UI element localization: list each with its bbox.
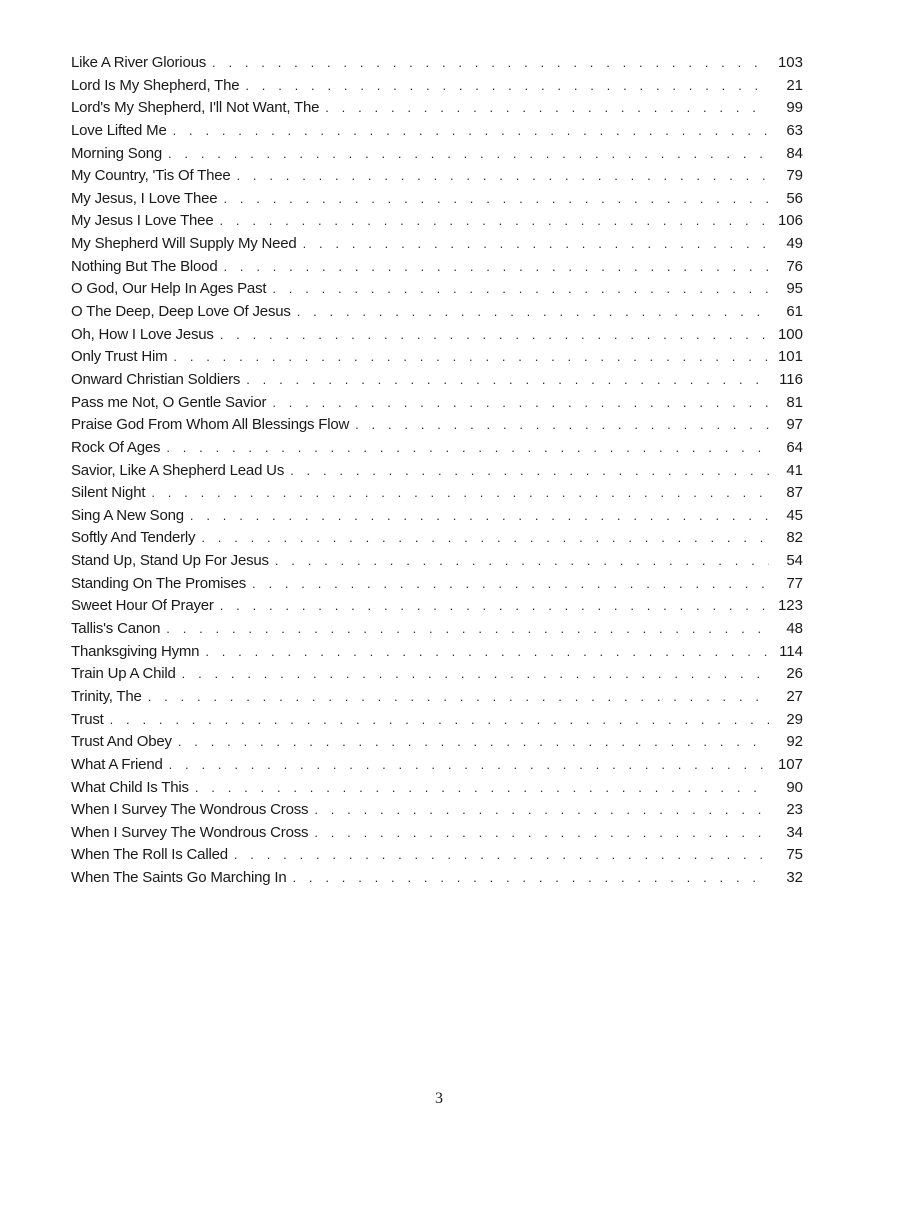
toc-entry-page: 49	[786, 235, 803, 253]
toc-entry-page: 87	[786, 484, 803, 502]
toc-entry	[71, 414, 803, 437]
toc-entry	[71, 52, 803, 75]
toc-entry-page: 27	[786, 687, 803, 705]
dot-leader	[151, 482, 769, 504]
toc-entry-title: Onward Christian Soldiers	[71, 370, 241, 388]
dot-leader	[293, 867, 770, 889]
toc-entry-title: Only Trust Him	[71, 348, 168, 366]
toc-entry-page: 32	[786, 869, 803, 887]
dot-leader	[314, 799, 769, 821]
toc-entry-title: Trust And Obey	[71, 733, 172, 751]
toc-entry	[71, 777, 803, 800]
toc-entry	[71, 573, 803, 596]
toc-entry-page: 26	[786, 665, 803, 683]
toc-entry-page: 84	[786, 144, 803, 162]
dot-leader	[252, 573, 769, 595]
dot-leader	[182, 663, 769, 685]
toc-entry-title: Softly And Tenderly	[71, 529, 196, 547]
dot-leader	[234, 844, 769, 866]
toc-entry-title: When I Survey The Wondrous Cross	[71, 823, 309, 841]
toc-entry-page: 90	[786, 778, 803, 796]
toc-entry-title: Love Lifted Me	[71, 121, 167, 139]
dot-leader	[246, 369, 769, 391]
toc-entry-page: 123	[777, 597, 803, 615]
toc-entry-title: Like A River Glorious	[71, 54, 207, 71]
dot-leader	[355, 414, 769, 436]
dot-leader	[173, 120, 769, 142]
toc-entry	[71, 437, 803, 460]
dot-leader	[314, 822, 769, 844]
toc-entry-page: 106	[777, 212, 803, 230]
toc-entry-title: O The Deep, Deep Love Of Jesus	[71, 303, 291, 321]
toc-entry-title: What A Friend	[71, 755, 163, 773]
toc-entry-page: 95	[786, 280, 803, 298]
toc-entry	[71, 210, 803, 233]
toc-entry-title: O God, Our Help In Ages Past	[71, 280, 267, 298]
toc-entry-title: My Country, 'Tis Of Thee	[71, 167, 231, 185]
dot-leader	[297, 301, 769, 323]
toc-entry-title: Praise God From Whom All Blessings Flow	[71, 416, 350, 434]
toc-entry	[71, 595, 803, 618]
toc-entry-title: Silent Night	[71, 484, 146, 502]
dot-leader	[148, 686, 769, 708]
toc-entry-title: Savior, Like A Shepherd Lead Us	[71, 461, 285, 479]
toc-entry	[71, 822, 803, 845]
toc-entry-title: Morning Song	[71, 144, 162, 162]
toc-entry-page: 75	[786, 846, 803, 864]
dot-leader	[223, 188, 769, 210]
dot-leader	[272, 278, 769, 300]
toc-entry	[71, 97, 803, 120]
toc-entry-page: 56	[786, 189, 803, 207]
toc-entry-page: 48	[786, 620, 803, 638]
toc-entry	[71, 641, 803, 664]
toc-entry-page: 34	[786, 823, 803, 841]
toc-entry-title: Train Up A Child	[71, 665, 176, 683]
toc-entry-page: 81	[786, 393, 803, 411]
toc-entry	[71, 686, 803, 709]
toc-entry-title: My Shepherd Will Supply My Need	[71, 235, 297, 253]
dot-leader	[212, 52, 769, 74]
dot-leader	[166, 437, 769, 459]
dot-leader	[201, 527, 769, 549]
dot-leader	[220, 595, 769, 617]
toc-entry-title: Rock Of Ages	[71, 438, 161, 456]
toc-entry	[71, 369, 803, 392]
dot-leader	[272, 392, 769, 414]
toc-entry-title: Standing On The Promises	[71, 574, 247, 592]
toc-entry-page: 107	[777, 755, 803, 773]
toc-entry-page: 92	[786, 733, 803, 751]
toc-entry	[71, 75, 803, 98]
toc-entry	[71, 754, 803, 777]
toc-entry	[71, 460, 803, 483]
toc-entry	[71, 867, 803, 890]
toc-entry-title: Lord's My Shepherd, I'll Not Want, The	[71, 99, 320, 117]
toc-entry	[71, 392, 803, 415]
toc-entry-title: Trinity, The	[71, 687, 142, 705]
toc-entry-page: 116	[779, 370, 803, 388]
toc-entry-title: When The Saints Go Marching In	[71, 869, 287, 887]
toc-entry	[71, 844, 803, 867]
dot-leader	[245, 75, 769, 97]
toc-entry	[71, 278, 803, 301]
toc-entry-page: 100	[777, 325, 803, 343]
toc-entry	[71, 324, 803, 347]
toc-entry-title: Tallis's Canon	[71, 620, 161, 638]
toc-entry	[71, 663, 803, 686]
toc-entry-title: Stand Up, Stand Up For Jesus	[71, 552, 269, 570]
toc-entry-page: 41	[786, 461, 803, 479]
toc-entry	[71, 709, 803, 732]
dot-leader	[205, 641, 769, 663]
toc-entry-title: When I Survey The Wondrous Cross	[71, 801, 309, 819]
toc-entry-page: 45	[786, 506, 803, 524]
toc-entry-page: 114	[779, 642, 803, 660]
toc-entry-title: Trust	[71, 710, 104, 728]
toc-entry-page: 77	[786, 574, 803, 592]
dot-leader	[173, 346, 769, 368]
toc-entry	[71, 618, 803, 641]
toc-entry	[71, 120, 803, 143]
toc-entry-page: 79	[786, 167, 803, 185]
dot-leader	[220, 324, 769, 346]
toc-entry-title: My Jesus I Love Thee	[71, 212, 214, 230]
toc-entry	[71, 346, 803, 369]
toc-entry-page: 103	[777, 54, 803, 71]
toc-entry	[71, 799, 803, 822]
toc-entry-page: 76	[786, 257, 803, 275]
toc-entry-page: 101	[777, 348, 803, 366]
dot-leader	[290, 460, 769, 482]
toc-entry-title: Pass me Not, O Gentle Savior	[71, 393, 267, 411]
toc-entry	[71, 233, 803, 256]
toc-entry-page: 54	[786, 552, 803, 570]
toc-entry	[71, 527, 803, 550]
toc-entry-page: 99	[786, 99, 803, 117]
toc-entry-page: 82	[786, 529, 803, 547]
toc-entry-title: What Child Is This	[71, 778, 189, 796]
toc-entry	[71, 301, 803, 324]
dot-leader	[166, 618, 769, 640]
toc-entry-page: 97	[786, 416, 803, 434]
toc-entry	[71, 143, 803, 166]
toc-entry	[71, 482, 803, 505]
toc-entry	[71, 505, 803, 528]
dot-leader	[275, 550, 769, 572]
toc-entry	[71, 188, 803, 211]
toc-entry-page: 64	[786, 438, 803, 456]
dot-leader	[303, 233, 769, 255]
dot-leader	[190, 505, 769, 527]
toc-entry	[71, 550, 803, 573]
toc-entry-title: Nothing But The Blood	[71, 257, 218, 275]
toc-entry-title: Sweet Hour Of Prayer	[71, 597, 214, 615]
toc-entry-page: 21	[786, 76, 803, 94]
table-of-contents	[71, 52, 803, 890]
page-number: 3	[435, 1090, 443, 1107]
dot-leader	[237, 165, 770, 187]
dot-leader	[219, 210, 769, 232]
dot-leader	[223, 256, 769, 278]
toc-entry	[71, 165, 803, 188]
toc-entry-page: 63	[786, 121, 803, 139]
dot-leader	[168, 143, 769, 165]
dot-leader	[110, 709, 769, 731]
toc-entry-title: Lord Is My Shepherd, The	[71, 76, 240, 94]
toc-entry-page: 23	[786, 801, 803, 819]
dot-leader	[325, 97, 769, 119]
toc-entry-title: When The Roll Is Called	[71, 846, 228, 864]
toc-entry-title: Thanksgiving Hymn	[71, 642, 200, 660]
toc-entry-title: Sing A New Song	[71, 506, 184, 524]
dot-leader	[178, 731, 769, 753]
toc-entry	[71, 731, 803, 754]
toc-entry-title: Oh, How I Love Jesus	[71, 325, 214, 343]
toc-entry-page: 61	[786, 303, 803, 321]
toc-entry-title: My Jesus, I Love Thee	[71, 189, 218, 207]
dot-leader	[169, 754, 769, 776]
toc-entry	[71, 256, 803, 279]
toc-entry-page: 29	[786, 710, 803, 728]
dot-leader	[195, 777, 769, 799]
